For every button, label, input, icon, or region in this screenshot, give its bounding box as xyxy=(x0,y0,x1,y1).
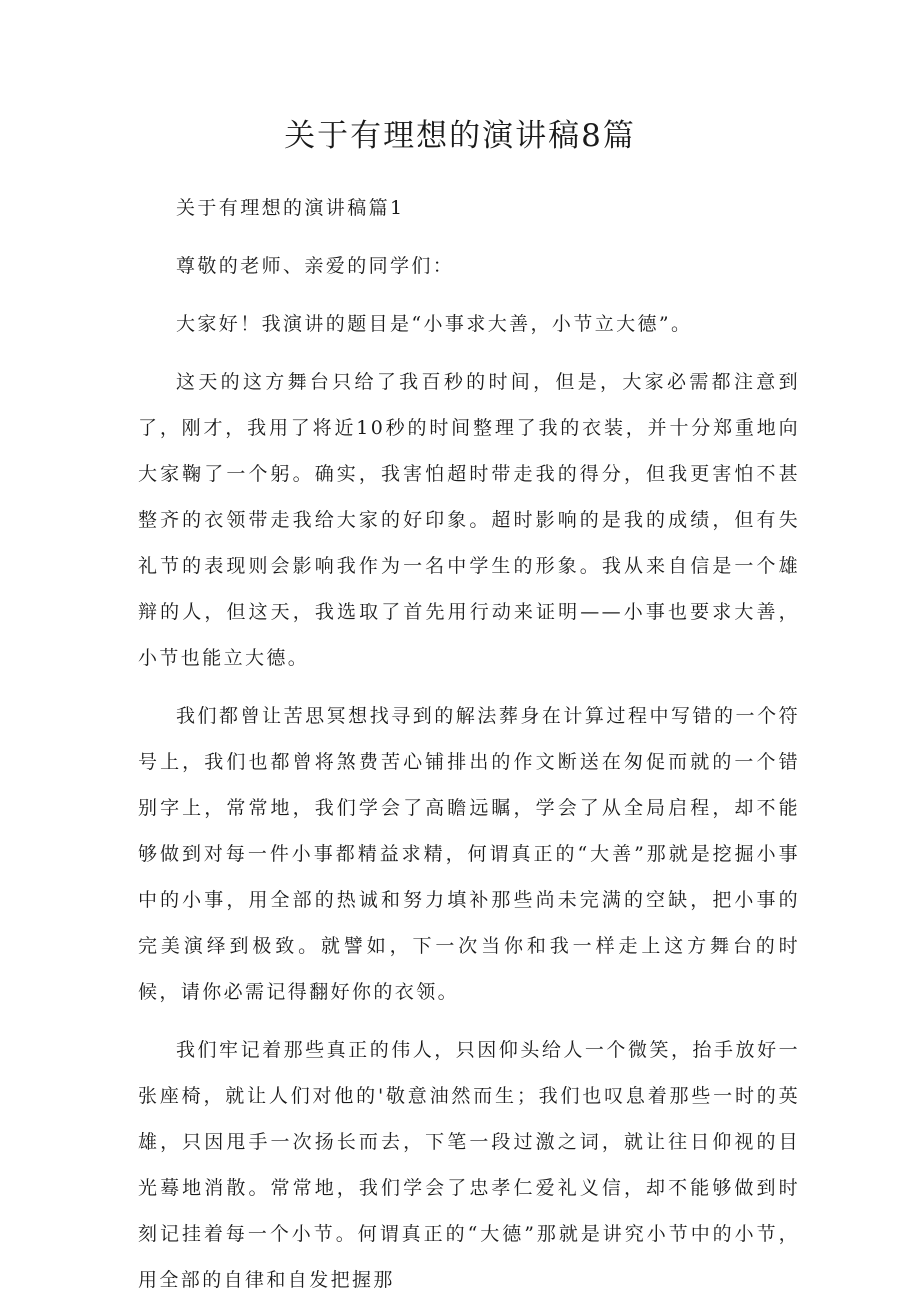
body-paragraph: 我们牢记着那些真正的伟人，只因仰头给人一个微笑，抬手放好一张座椅，就让人们对他的'敬意油然而生；我们也叹息着那些一时的英雄，只因甩手一次扬长而去，下笔一段过激之词，就让往日仰视的目光蓦地消散。常常地，我们学会了忠孝仁爱礼义信，却不能够做到时刻记挂着每一个小节。何谓真正的“大德”那就是讲究小节中的小节，用全部的自律和自发把握那 xyxy=(138,1039,800,1291)
document-body xyxy=(138,185,800,1315)
salutation: 尊敬的老师、亲爱的同学们： xyxy=(176,255,455,277)
greeting-paragraph: 大家好！我演讲的题目是“小事求大善，小节立大德”。 xyxy=(176,313,693,335)
document-title: 关于有理想的演讲稿8篇 xyxy=(284,118,636,154)
body-paragraph: 我们都曾让苦思冥想找寻到的解法葬身在计算过程中写错的一个符号上，我们也都曾将煞费苦心铺排出的作文断送在匆促而就的一个错别字上，常常地，我们学会了高瞻远瞩，学会了从全局启程，却不能够做到对每一件小事都精益求精，何谓真正的“大善”那就是挖掘小事中的小事，用全部的热诚和努力填补那些尚未完满的空缺，把小事的完美演绎到极致。就譬如，下一次当你和我一样走上这方舞台的时候，请你必需记得翻好你的衣领。 xyxy=(138,705,800,1003)
section-heading: 关于有理想的演讲稿篇1 xyxy=(176,197,405,219)
body-paragraph: 这天的这方舞台只给了我百秒的时间，但是，大家必需都注意到了，刚才，我用了将近10秒的时间整理了我的衣装，并十分郑重地向大家鞠了一个躬。确实，我害怕超时带走我的得分，但我更害怕不甚整齐的衣领带走我给大家的好印象。超时影响的是我的成绩，但有失礼节的表现则会影响我作为一名中学生的形象。我从来自信是一个雄辩的人，但这天，我选取了首先用行动来证明——小事也要求大善，小节也能立大德。 xyxy=(138,371,800,669)
